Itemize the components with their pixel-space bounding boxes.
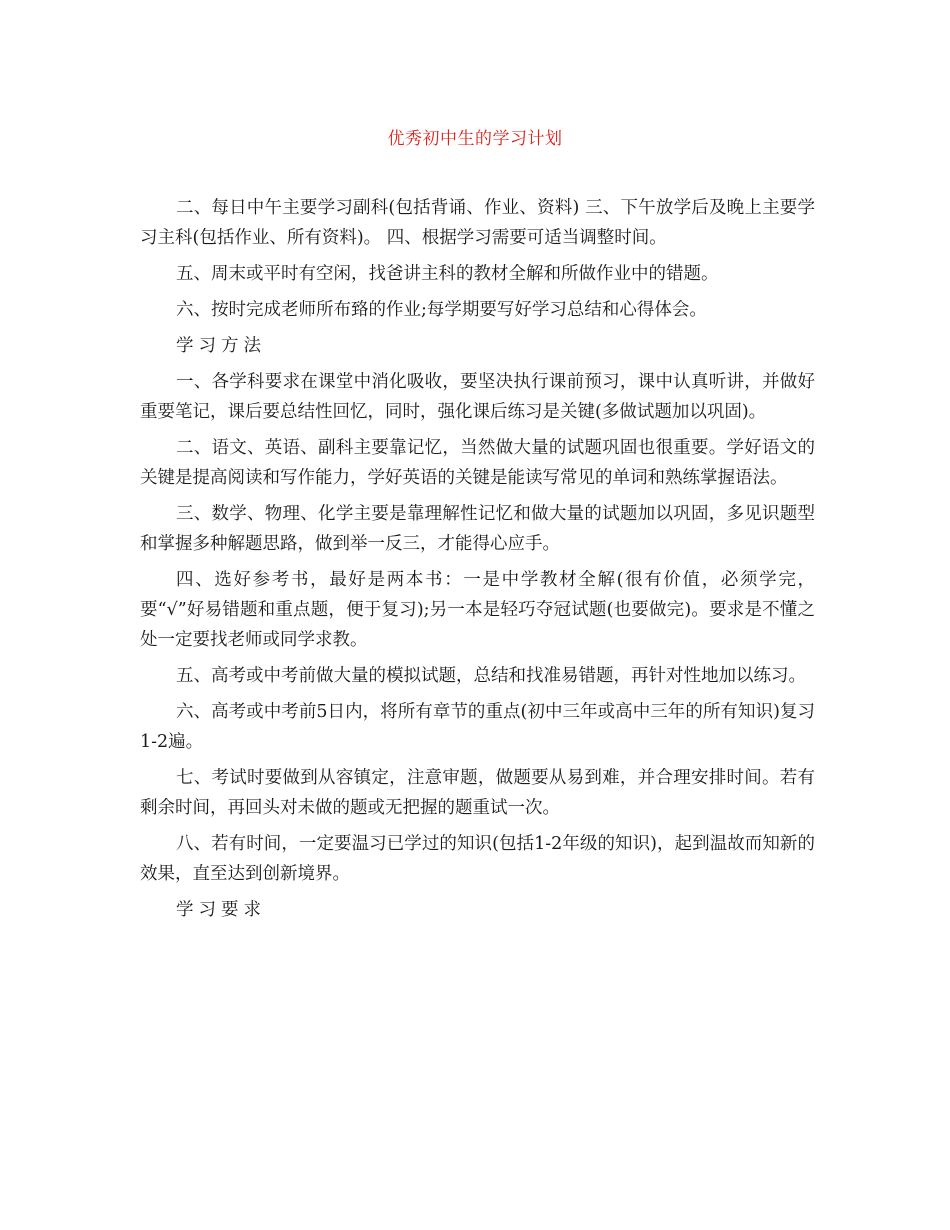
paragraph-method-1: 一、各学科要求在课堂中消化吸收，要坚决执行课前预习，课中认真听讲，并做好重要笔记，课后要总结性回忆，同时，强化课后练习是关键(多做试题加以巩固)。 (140, 372, 815, 422)
document-title: 优秀初中生的学习计划 (387, 129, 563, 149)
document-body (140, 193, 815, 931)
paragraph-weekend: 五、周末或平时有空闲，找爸讲主科的教材全解和所做作业中的错题。 (176, 264, 719, 284)
paragraph-method-7: 七、考试时要做到从容镇定，注意审题，做题要从易到难，并合理安排时间。若有剩余时间，再回头对未做的题或无把握的题重试一次。 (140, 768, 815, 818)
paragraph-method-8: 八、若有时间，一定要温习已学过的知识(包括1-2年级的知识)，起到温故而知新的效果，直至达到创新境界。 (140, 834, 815, 884)
paragraph-method-6: 六、高考或中考前5日内，将所有章节的重点(初中三年或高中三年的所有知识)复习1-2遍。 (140, 702, 815, 752)
paragraph-method-2: 二、语文、英语、副科主要靠记忆，当然做大量的试题巩固也很重要。学好语文的关键是提高阅读和写作能力，学好英语的关键是能读写常见的单词和熟练掌握语法。 (140, 438, 815, 488)
paragraph-method-3: 三、数学、物理、化学主要是靠理解性记忆和做大量的试题加以巩固，多见识题型和掌握多种解题思路，做到举一反三，才能得心应手。 (140, 504, 815, 554)
paragraph-homework: 六、按时完成老师所布臵的作业;每学期要写好学习总结和心得体会。 (176, 300, 707, 320)
paragraph-schedule-noon: 二、每日中午主要学习副科(包括背诵、作业、资料) 三、下午放学后及晚上主要学习主科(包括作业、所有资料)。 四、根据学习需要可适当调整时间。 (140, 198, 815, 248)
paragraph-method-5: 五、高考或中考前做大量的模拟试题，总结和找准易错题，再针对性地加以练习。 (176, 666, 806, 686)
section-heading-study-requirements: 学习要求 (176, 900, 266, 920)
section-heading-study-methods: 学习方法 (176, 336, 266, 356)
paragraph-method-4: 四、选好参考书，最好是两本书：一是中学教材全解(很有价值，必须学完，要“√”好易错题和重点题，便于复习);另一本是轻巧夺冠试题(也要做完)。要求是不懂之处一定要找老师或同学求教。 (140, 570, 815, 650)
